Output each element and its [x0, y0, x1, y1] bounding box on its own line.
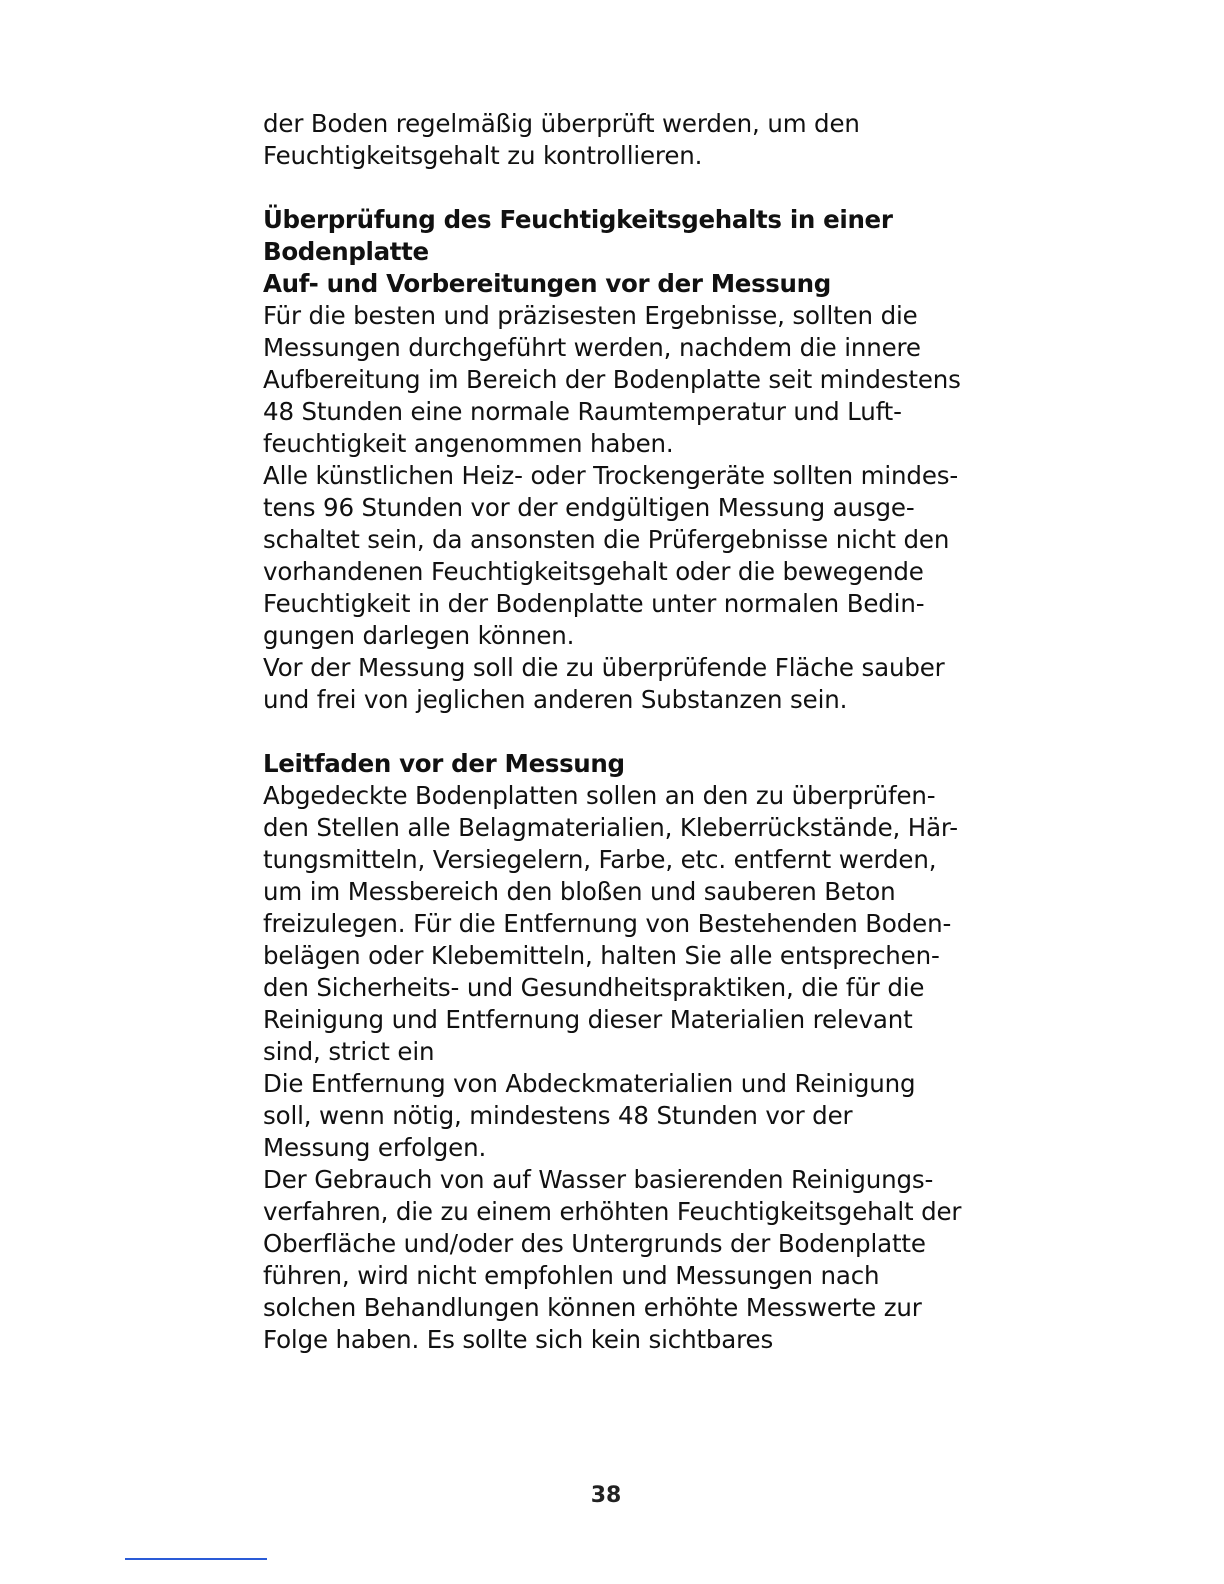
section-heading: Leitfaden vor der Messung — [263, 749, 625, 778]
paragraph-spacer — [263, 716, 1003, 748]
text-line: Alle künstlichen Heiz- oder Trockengeräte sollten mindes- — [263, 461, 959, 490]
text-line: und frei von jeglichen anderen Substanzen sein. — [263, 685, 848, 714]
text-line: Der Gebrauch von auf Wasser basierenden Reinigungs- — [263, 1165, 934, 1194]
text-line: Für die besten und präzisesten Ergebnisse, sollten die — [263, 301, 918, 330]
text-line: tens 96 Stunden vor der endgültigen Messung ausge- — [263, 493, 915, 522]
section-heading: Überprüfung des Feuchtigkeitsgehalts in einer — [263, 205, 893, 234]
continuation-paragraph — [263, 108, 1003, 172]
text-line: Folge haben. Es sollte sich kein sichtbares — [263, 1325, 774, 1354]
text-line: sind, strict ein — [263, 1037, 435, 1066]
text-line: Oberfläche und/oder des Untergrunds der Bodenplatte — [263, 1229, 926, 1258]
text-line: Feuchtigkeitsgehalt zu kontrollieren. — [263, 141, 703, 170]
text-line: schaltet sein, da ansonsten die Prüfergebnisse nicht den — [263, 525, 950, 554]
text-line: um im Messbereich den bloßen und sauberen Beton — [263, 877, 896, 906]
text-line: feuchtigkeit angenommen haben. — [263, 429, 674, 458]
footnote-divider — [125, 1558, 267, 1560]
text-line: Abgedeckte Bodenplatten sollen an den zu überprüfen- — [263, 781, 936, 810]
paragraph-spacer — [263, 172, 1003, 204]
text-line: der Boden regelmäßig überprüft werden, um den — [263, 109, 860, 138]
text-line: belägen oder Klebemitteln, halten Sie alle entsprechen- — [263, 941, 940, 970]
text-line: Messungen durchgeführt werden, nachdem die innere — [263, 333, 921, 362]
text-line: Messung erfolgen. — [263, 1133, 487, 1162]
text-line: soll, wenn nötig, mindestens 48 Stunden vor der — [263, 1101, 853, 1130]
page-number: 38 — [590, 1483, 622, 1508]
text-line: Reinigung und Entfernung dieser Materialien relevant — [263, 1005, 913, 1034]
section-moisture-check — [263, 204, 1003, 716]
section-subheading: Auf- und Vorbereitungen vor der Messung — [263, 269, 831, 298]
text-line: verfahren, die zu einem erhöhten Feuchtigkeitsgehalt der — [263, 1197, 962, 1226]
text-line: führen, wird nicht empfohlen und Messungen nach — [263, 1261, 880, 1290]
text-line: Vor der Messung soll die zu überprüfende Fläche sauber — [263, 653, 945, 682]
section-measurement-guide — [263, 748, 1003, 1356]
text-line: gungen darlegen können. — [263, 621, 575, 650]
text-line: Aufbereitung im Bereich der Bodenplatte seit mindestens — [263, 365, 961, 394]
text-line: den Stellen alle Belagmaterialien, Kleberrückstände, Här- — [263, 813, 958, 842]
text-line: solchen Behandlungen können erhöhte Messwerte zur — [263, 1293, 922, 1322]
text-line: 48 Stunden eine normale Raumtemperatur und Luft- — [263, 397, 902, 426]
text-line: Feuchtigkeit in der Bodenplatte unter normalen Bedin- — [263, 589, 925, 618]
text-line: vorhandenen Feuchtigkeitsgehalt oder die bewegende — [263, 557, 924, 586]
text-line: freizulegen. Für die Entfernung von Bestehenden Boden- — [263, 909, 952, 938]
text-line: den Sicherheits- und Gesundheitspraktiken, die für die — [263, 973, 925, 1002]
text-line: Die Entfernung von Abdeckmaterialien und Reinigung — [263, 1069, 916, 1098]
text-line: tungsmitteln, Versiegelern, Farbe, etc. entfernt werden, — [263, 845, 937, 874]
document-page — [263, 108, 1003, 1356]
section-heading: Bodenplatte — [263, 237, 429, 266]
